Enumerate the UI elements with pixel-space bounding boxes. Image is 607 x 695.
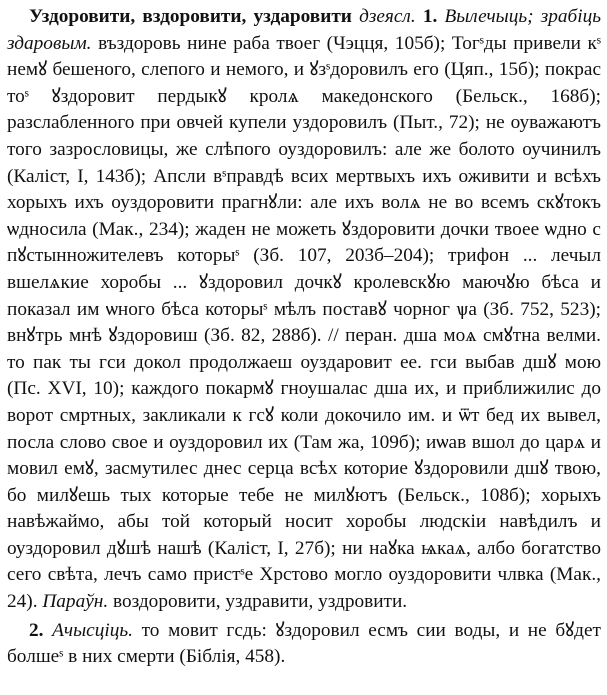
dictionary-entry bbox=[7, 4, 601, 671]
sense-2-definition: Ачысціць. bbox=[52, 619, 133, 641]
headword: Уздоровити, вздоровити, уздаровити bbox=[29, 6, 352, 27]
sense-2-paragraph bbox=[7, 618, 601, 671]
sense-2-number: 2. bbox=[29, 619, 44, 641]
sense-1-number: 1. bbox=[422, 6, 438, 27]
sense-2-citations: то мовит гсдь: ꙋздоровил есмъ сии воды, и не бꙋдет болшеˢ в них смерти (Біблія, 458). bbox=[7, 619, 601, 668]
variants-label: Параўн. bbox=[42, 591, 109, 613]
variants-list: воздоровити, уздравити, уздровити. bbox=[112, 591, 408, 613]
sense-1-citations: въздоровь нине раба твоег (Чэцця, 105б); Тогˢды привели кˢ немꙋ бешеного, слепого и немого, и ꙋзˢдоровилъ его (Цяп., 15б); покрас тоˢ ꙋздоровит пердыкꙋ кролѧ македонского (Бельск., 168б); разслабленного при овчей купели уздоровилъ (Пыт., 72); не оуважаютъ того зазрословицы, же слѣпого оуздоровилъ: але же болото оучинилъ (Каліст, І, 143б); Апсли вˢправдѣ всих мертвыхъ ихъ оживити и всѣхъ хорыхъ ихъ оуздоровити прагнꙋли: але ихъ волѧ не во всемъ скꙋтокъ ѡдносила (Мак., 234); жаден не можеть ꙋздоровити дочки твоее ѡдно с пꙋстынножителевъ которыˢ (Зб. 107, 203б–204); трифон ... лечыл вшелѧкие хоробы ... ꙋздоровил дочкꙋ кролевскꙋю маючꙋю бѣса и показал им ѡного бѣса которыˢ мѣлъ поставꙋ чорног ѱа (Зб. 752, 523); внꙋтрь мнѣ ꙋздоровиш (Зб. 82, 288б). // перан. дша моѧ смꙋтна велми. то пак ты гси докол продолжаеш оуздаровит ее. гси выбав дшꙋ мою (Пс. XVI, 10); каждого покармꙋ гноушалас дша их, и приближилис до ворот смртных, закликали к гсꙋ коли докочило им. и ѿт бед их вывел, посла слово свое и оуздоровил их (Там жа, 109б); иѡав вшол до царѧ и мовил емꙋ, засмутилес днес серца всѣх которие ꙋздоровили дшꙋ твою, бо милꙋешь тых которые тебе не милꙋютъ (Бельск., 108б); хорыхъ навѣжаймо, абы той который носит хоробы людскіи навѣдилъ и оуздоровил дꙋшѣ нашѣ (Каліст, І, 27б); ни наꙋка ѩкаѧ, албо богатство сего свѣта, лечъ само пристˢе Хрстово могло оуздоровити члвка (Мак., 24). bbox=[7, 32, 601, 613]
sense-1-paragraph bbox=[7, 4, 601, 616]
sense-1-definition: Вылечыць; зрабіць здаровым. bbox=[7, 6, 601, 54]
part-of-speech: дзеясл. bbox=[359, 6, 416, 27]
